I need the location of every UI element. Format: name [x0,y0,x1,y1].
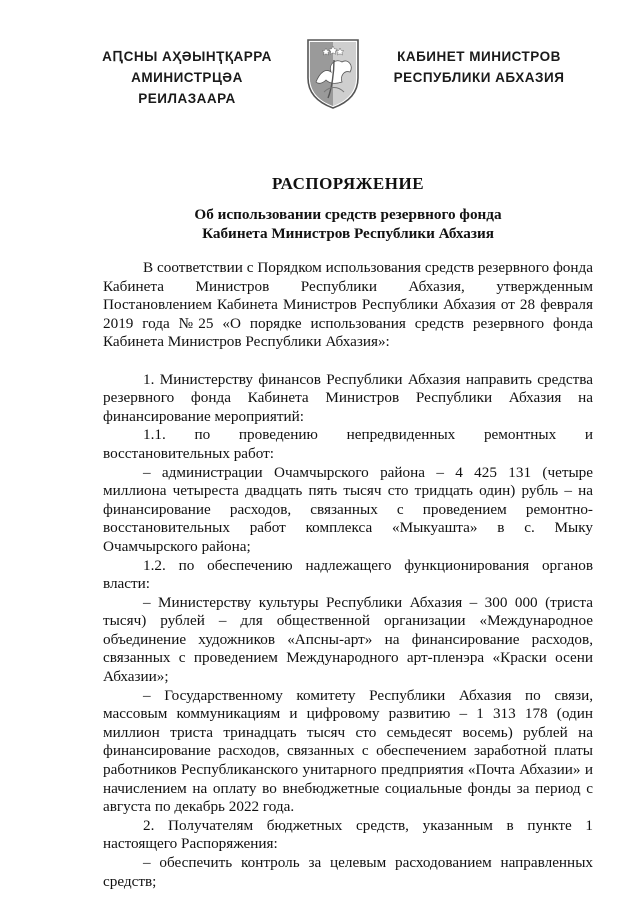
header-left-line2: АМИНИСТРЦӘА РЕИЛАЗААРА [131,70,243,106]
paragraph-ministry-culture: – Министерству культуры Республики Абхазия – 300 000 (триста тысяч) рублей – для общественной организации «Международное объединение художников «Апсны-арт» на финансирование расходов, связанных с проведением Международного арт-пленэра «Краски осени Абхазии»; [103,593,593,686]
header-right-block [374,46,584,88]
paragraph-gap [103,352,593,371]
header-right-line2: РЕСПУБЛИКИ АБХАЗИЯ [393,70,565,85]
header-left-line1: АԤСНЫ АҲӘЫНҬҚАРРА [102,49,272,64]
paragraph-state-committee: – Государственному комитету Республики Абхазия по связи, массовым коммуникациям и цифровому развитию – 1 313 178 (один миллион триста тринадцать тысяч сто семьдесят восемь) рублей на финансирование расходов, связанных с обеспечением заработной платы работников Республиканского унитарного предприятия «Почта Абхазии» и начислением на оплату во внебюджетные социальные фонды за период с августа по декабрь 2022 года. [103,686,593,816]
paragraph-ochamchira: – администрации Очамчырского района – 4 425 131 (четыре миллиона четыреста двадцать пять тысяч сто тридцать один) рубль – на финансирование расходов, связанных с проведением ремонтно-восстановительных работ комплекса «Мыкуашта» в с. Мыку Очамчырского района; [103,463,593,555]
subject-line1: Об использовании средств резервного фонда [194,206,502,223]
document-body [103,259,593,891]
paragraph-item-2: 2. Получателям бюджетных средств, указанным в пункте 1 настоящего Распоряжения: [103,816,593,853]
document-subject [103,206,593,243]
paragraph-item-1-2: 1.2. по обеспечению надлежащего функционирования органов власти: [103,556,593,593]
paragraph-item-1-1: 1.1. по проведению непредвиденных ремонтных и восстановительных работ: [103,426,593,462]
document-title: РАСПОРЯЖЕНИЕ [271,174,425,193]
coat-of-arms-icon [304,38,362,110]
subject-line2: Кабинета Министров Республики Абхазия [202,224,494,242]
paragraph-item-1: 1. Министерству финансов Республики Абхазия направить средства резервного фонда Кабинета Министров Республики Абхазия на финансирование мероприятий: [103,370,593,425]
header-left-block [82,46,292,109]
paragraph-control: – обеспечить контроль за целевым расходованием направленных средств; [103,854,593,890]
header-right-line1: КАБИНЕТ МИНИСТРОВ [397,49,561,64]
paragraph-preamble: В соответствии с Порядком использования средств резервного фонда Кабинета Министров Республики Абхазия, утвержденным Постановлением Кабинета Министров Республики Абхазия от 28 февраля 2019 года №25 «О порядке использования средств резервного фонда Кабинета Министров Республики Абхазия»: [103,259,593,351]
